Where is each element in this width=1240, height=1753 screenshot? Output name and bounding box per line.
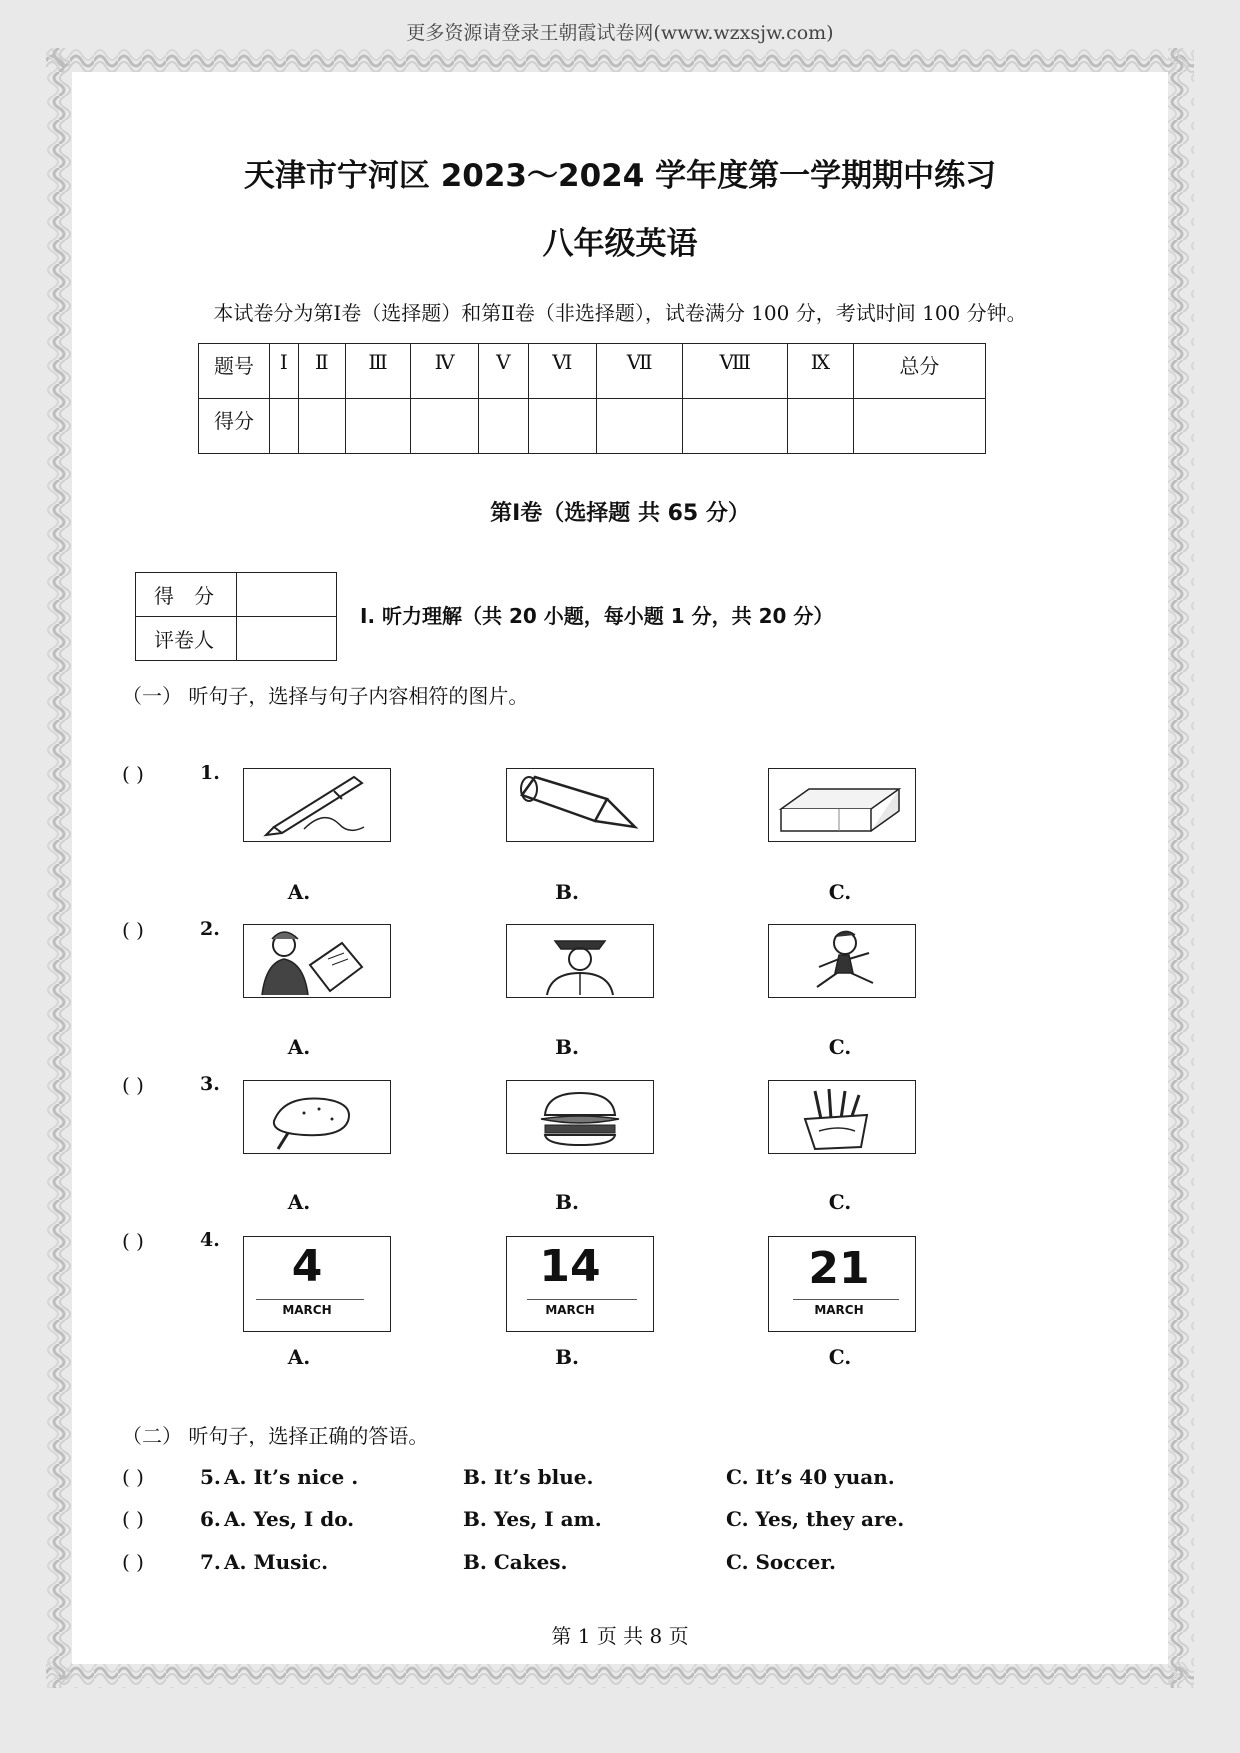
question-number: 4. [200,1229,220,1251]
option-b-picture[interactable] [506,1080,654,1154]
score-table [198,343,986,454]
running-boy-icon [769,925,915,997]
calendar-icon [769,1237,915,1331]
score-col-header: Ⅳ [411,344,479,399]
fountain-pen-icon [244,769,390,841]
option-label-b: B. [555,1345,579,1369]
question-number: 7. [200,1550,221,1574]
calendar-month: MARCH [282,1303,332,1317]
pencil-icon [507,769,653,841]
option-b-text: B. Yes, I am. [463,1507,602,1531]
score-col-header: Ⅲ [345,344,410,399]
option-b-text: B. It’s blue. [463,1465,594,1489]
answer-blank[interactable]: ( ) [122,1073,144,1097]
option-c-picture[interactable] [768,1236,916,1332]
option-label-b: B. [555,1035,579,1059]
option-a-text: A. It’s nice . [224,1465,359,1489]
option-c-picture[interactable] [768,768,916,842]
score-cell[interactable] [528,399,596,454]
section-title: 第Ⅰ卷（选择题 共 65 分） [490,501,750,526]
sub2-title: （二） 听句子，选择正确的答语。 [122,1424,429,1448]
exam-subject: 八年级英语 [542,226,698,262]
score-cell[interactable] [345,399,410,454]
source-note: 更多资源请登录王朝霞试卷网(www.wzxsjw.com) [406,22,834,44]
question-number: 1. [200,762,220,784]
score-cell[interactable] [270,399,299,454]
question-number: 2. [200,918,220,940]
score-col-header: Ⅶ [596,344,682,399]
option-c-text: C. It’s 40 yuan. [726,1465,895,1489]
grader-table [135,572,337,661]
option-c-picture[interactable] [768,1080,916,1154]
calendar-icon [244,1237,390,1331]
option-a-picture[interactable] [243,924,391,998]
score-col-header: Ⅱ [298,344,345,399]
french-fries-icon [769,1081,915,1153]
score-cell[interactable] [788,399,853,454]
question-number: 5. [200,1465,221,1489]
score-cell[interactable] [596,399,682,454]
score-cell[interactable] [853,399,985,454]
option-c-picture[interactable] [768,924,916,998]
page-footer: 第 1 页 共 8 页 [551,1624,689,1648]
option-label-c: C. [828,1190,852,1214]
option-label-a: A. [287,1190,311,1214]
calendar-month: MARCH [545,1303,595,1317]
answer-blank[interactable]: ( ) [122,1507,144,1531]
score-row-label: 得分 [199,399,270,454]
score-col-header: Ⅰ [270,344,299,399]
score-col-header: Ⅵ [528,344,596,399]
option-label-a: A. [287,880,311,904]
option-b-picture[interactable] [506,1236,654,1332]
score-table-header-row [199,344,986,399]
answer-blank[interactable]: ( ) [122,1550,144,1574]
option-b-text: B. Cakes. [463,1550,568,1574]
option-label-c: C. [828,1035,852,1059]
exam-intro: 本试卷分为第Ⅰ卷（选择题）和第Ⅱ卷（非选择题），试卷满分 100 分，考试时间 100 分钟。 [213,301,1027,325]
score-header-label: 题号 [199,344,270,399]
option-label-c: C. [828,1345,852,1369]
score-cell[interactable] [683,399,788,454]
option-label-c: C. [828,880,852,904]
part1-title: Ⅰ. 听力理解（共 20 小题，每小题 1 分，共 20 分） [360,604,834,628]
answer-blank[interactable]: ( ) [122,1465,144,1489]
answer-blank[interactable]: ( ) [122,918,144,942]
option-a-text: A. Music. [224,1550,329,1574]
hamburger-icon [507,1081,653,1153]
option-c-text: C. Yes, they are. [726,1507,905,1531]
exam-title: 天津市宁河区 2023～2024 学年度第一学期期中练习 [243,158,997,194]
option-c-text: C. Soccer. [726,1550,837,1574]
score-col-header: 总分 [853,344,985,399]
score-col-header: Ⅷ [683,344,788,399]
option-b-picture[interactable] [506,924,654,998]
score-col-header: Ⅸ [788,344,853,399]
option-label-b: B. [555,1190,579,1214]
police-officer-icon [507,925,653,997]
option-b-picture[interactable] [506,768,654,842]
calendar-day: 21 [808,1243,870,1294]
teacher-icon [244,925,390,997]
option-a-picture[interactable] [243,768,391,842]
eraser-icon [769,769,915,841]
calendar-day: 14 [539,1241,601,1292]
score-table-score-row [199,399,986,454]
calendar-month: MARCH [814,1303,864,1317]
grader-score-label: 得 分 [136,573,237,617]
option-a-picture[interactable] [243,1236,391,1332]
option-label-a: A. [287,1035,311,1059]
calendar-icon [507,1237,653,1331]
option-label-b: B. [555,880,579,904]
answer-blank[interactable]: ( ) [122,762,144,786]
question-number: 3. [200,1073,220,1095]
option-label-a: A. [287,1345,311,1369]
calendar-day: 4 [291,1241,323,1292]
grader-name-label: 评卷人 [136,617,237,661]
score-cell[interactable] [411,399,479,454]
ice-cream-icon [244,1081,390,1153]
question-number: 6. [200,1507,221,1531]
grader-name-cell[interactable] [237,617,337,661]
grader-score-cell[interactable] [237,573,337,617]
score-cell[interactable] [478,399,528,454]
score-cell[interactable] [298,399,345,454]
score-col-header: Ⅴ [478,344,528,399]
sub1-title: （一） 听句子，选择与句子内容相符的图片。 [122,684,529,708]
answer-blank[interactable]: ( ) [122,1229,144,1253]
option-a-picture[interactable] [243,1080,391,1154]
option-a-text: A. Yes, I do. [224,1507,355,1531]
